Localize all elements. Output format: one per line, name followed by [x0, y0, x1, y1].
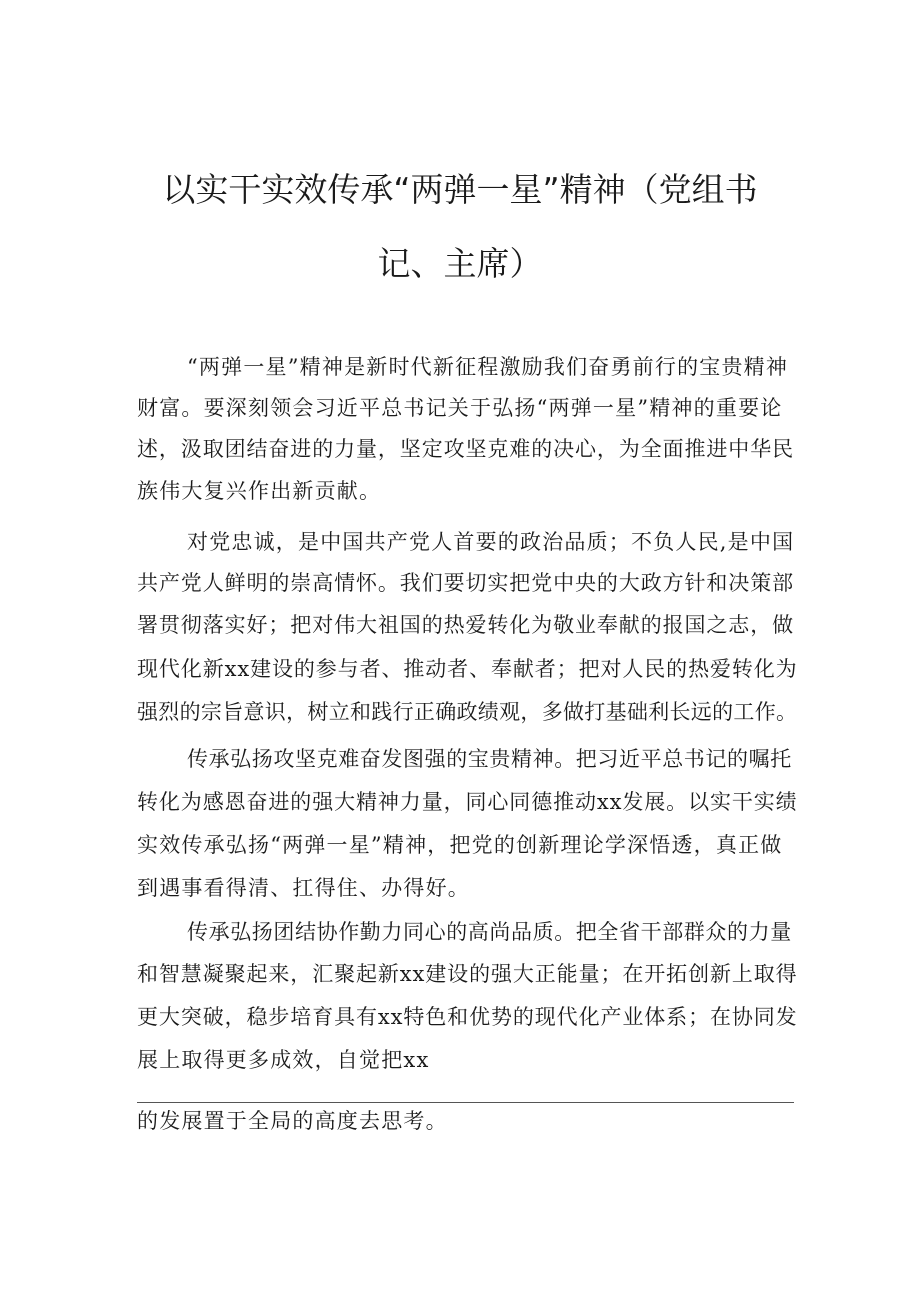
paragraph-line: 共产党人鲜明的崇高情怀。我们要切实把党中央的大政方针和决策部	[137, 571, 794, 595]
paragraph-line: 实效传承弘扬“两弹一星”精神，把党的创新理论学深悟透，真正做	[137, 833, 783, 857]
paragraph-line: 财富。要深刻领会习近平总书记关于弘扬“两弹一星”精神的重要论	[137, 396, 783, 420]
paragraph-line: 展上取得更多成效，自觉把xx	[137, 1048, 430, 1072]
paragraph-line: 述，汲取团结奋进的力量，坚定攻坚克难的决心，为全面推进中华民	[137, 437, 794, 461]
document-title-line-1: 以实干实效传承“两弹一星”精神（党组书	[162, 170, 758, 209]
paragraph-line: 更大突破，稳步培育具有xx特色和优势的现代化产业体系；在协同发	[137, 1005, 798, 1029]
footnote-divider	[137, 1102, 794, 1103]
paragraph-line: 现代化新xx建设的参与者、推动者、奉献者；把对人民的热爱转化为	[137, 657, 798, 681]
footnote-text: 的发展置于全局的高度去思考。	[137, 1109, 448, 1133]
paragraph-line: 转化为感恩奋进的强大精神力量，同心同德推动xx发展。以实干实绩	[137, 790, 798, 814]
paragraph-line: 传承弘扬团结协作勤力同心的高尚品质。把全省干部群众的力量	[187, 920, 792, 944]
paragraph-line: “两弹一星”精神是新时代新征程激励我们奋勇前行的宝贵精神	[187, 355, 789, 379]
paragraph-line: 到遇事看得清、扛得住、办得好。	[137, 876, 470, 900]
paragraph-line: 传承弘扬攻坚克难奋发图强的宝贵精神。把习近平总书记的嘱托	[187, 747, 792, 771]
paragraph-line: 和智慧凝聚起来，汇聚起新xx建设的强大正能量；在开拓创新上取得	[137, 962, 798, 986]
paragraph-line: 强烈的宗旨意识，树立和践行正确政绩观，多做打基础利长远的工作。	[137, 700, 798, 724]
document-title-line-2: 记、主席）	[377, 244, 543, 283]
paragraph-line: 族伟大复兴作出新贡献。	[137, 479, 382, 503]
paragraph-line: 对党忠诚，是中国共产党人首要的政治品质；不负人民,是中国	[187, 530, 795, 554]
paragraph-line: 署贯彻落实好；把对伟大祖国的热爱转化为敬业奉献的报国之志，做	[137, 613, 794, 637]
